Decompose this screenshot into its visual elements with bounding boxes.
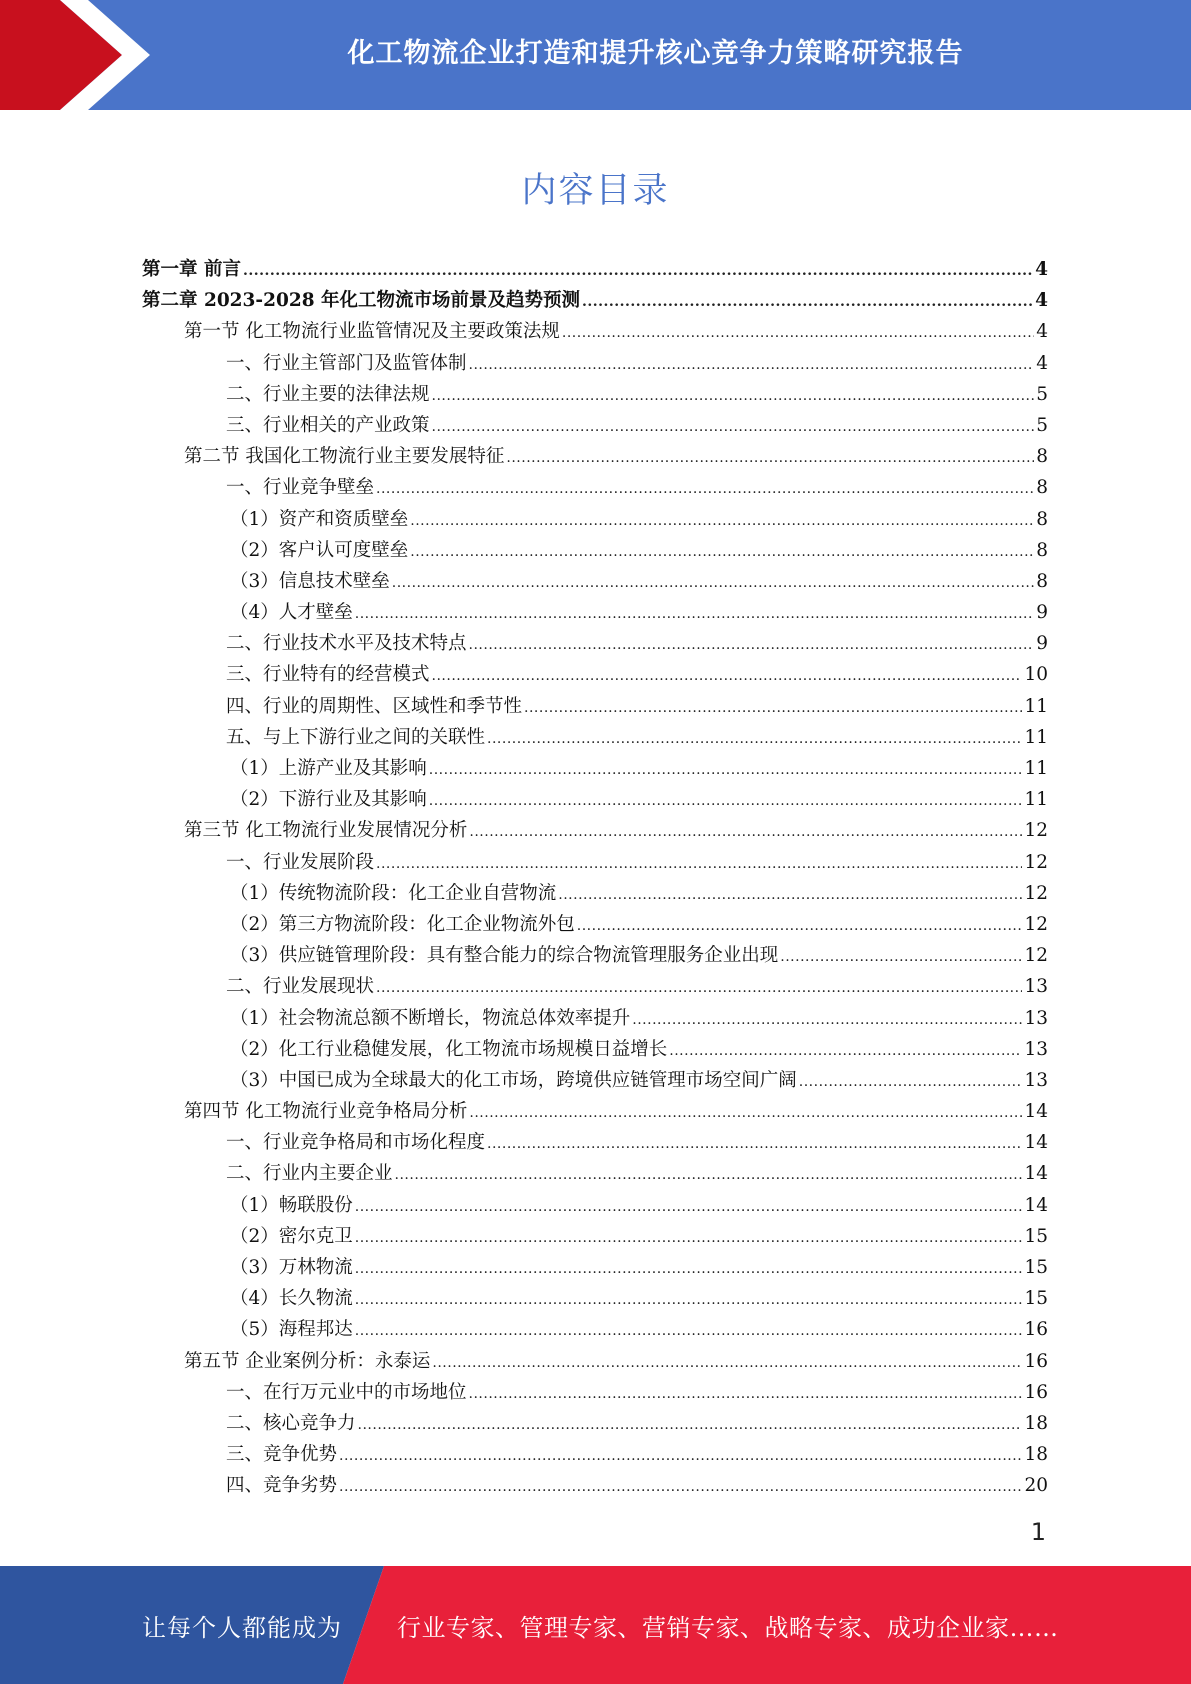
toc-dot-leader <box>799 1065 1023 1096</box>
toc-entry-title: （2）下游行业及其影响 <box>230 789 427 811</box>
toc-entry-title: 三、行业相关的产业政策 <box>226 414 430 436</box>
toc-entry-title: 四、竞争劣势 <box>226 1475 338 1497</box>
toc-entry-page: 15 <box>1024 1288 1048 1310</box>
toc-entry[interactable] <box>142 1127 1048 1158</box>
toc-dot-leader <box>355 1252 1023 1283</box>
toc-entry-title: 三、行业特有的经营模式 <box>226 664 430 686</box>
toc-dot-leader <box>780 940 1022 971</box>
toc-dot-leader <box>339 1439 1022 1470</box>
toc-entry-title: 第四节 化工物流行业竞争格局分析 <box>184 1101 468 1123</box>
toc-entry-page: 16 <box>1024 1381 1048 1403</box>
toc-entry[interactable] <box>142 784 1048 815</box>
toc-entry-title: 一、行业主管部门及监管体制 <box>226 352 467 374</box>
toc-entry-page: 11 <box>1024 758 1048 779</box>
toc-entry-title: （4）人才壁垒 <box>230 602 353 624</box>
toc-entry-page: 8 <box>1036 477 1048 499</box>
toc-dot-leader <box>355 1190 1023 1221</box>
toc-dot-leader <box>410 535 1034 566</box>
toc-entry[interactable] <box>142 1439 1048 1470</box>
toc-entry-title: 第五节 企业案例分析：永泰运 <box>184 1350 431 1372</box>
toc-entry-page: 12 <box>1024 913 1048 935</box>
toc-dot-leader <box>562 316 1034 347</box>
toc-entry-page: 14 <box>1024 1132 1048 1154</box>
toc-dot-leader <box>376 847 1022 878</box>
toc-entry-title: （1）社会物流总额不断增长，物流总体效率提升 <box>230 1007 631 1029</box>
toc-dot-leader <box>355 1283 1023 1314</box>
toc-entry-page: 11 <box>1024 789 1048 811</box>
document-title: 化工物流企业打造和提升核心竞争力策略研究报告 <box>347 37 964 69</box>
toc-dot-leader <box>469 628 1035 659</box>
toc-entry[interactable] <box>142 1408 1048 1439</box>
footer-slogan-right: 行业专家、管理专家、营销专家、战略专家、成功企业家…… <box>397 1613 1059 1642</box>
toc-entry-title: （3）供应链管理阶段：具有整合能力的综合物流管理服务企业出现 <box>230 945 779 967</box>
toc-entry-page: 8 <box>1036 508 1048 530</box>
toc-dot-leader <box>355 597 1034 628</box>
toc-entry-title: 二、核心竞争力 <box>226 1412 356 1434</box>
toc-dot-leader <box>469 1096 1022 1127</box>
toc-entry[interactable] <box>142 753 1048 784</box>
header-arrow-decoration <box>0 0 160 110</box>
toc-dot-leader <box>524 691 1022 722</box>
toc-entry[interactable] <box>142 628 1048 659</box>
toc-entry-page: 13 <box>1024 1038 1048 1060</box>
toc-dot-leader <box>432 379 1035 410</box>
toc-entry-title: 二、行业发展现状 <box>226 976 375 998</box>
toc-entry[interactable] <box>142 659 1048 690</box>
toc-entry-title: 二、行业技术水平及技术特点 <box>226 633 467 655</box>
toc-entry-title: 一、行业竞争格局和市场化程度 <box>226 1132 486 1154</box>
toc-entry[interactable] <box>142 1003 1048 1034</box>
footer-band <box>0 1566 1191 1684</box>
toc-entry-page: 12 <box>1024 851 1048 873</box>
toc-entry[interactable] <box>142 535 1048 566</box>
toc-entry-title: 第二节 我国化工物流行业主要发展特征 <box>184 446 505 468</box>
toc-entry-title: （1）资产和资质壁垒 <box>230 508 409 530</box>
toc-entry[interactable] <box>142 1096 1048 1127</box>
toc-entry[interactable] <box>142 1377 1048 1408</box>
toc-entry-page: 4 <box>1036 321 1048 343</box>
toc-dot-leader <box>410 504 1034 535</box>
toc-entry[interactable] <box>142 1470 1048 1501</box>
toc-entry[interactable] <box>142 1283 1048 1314</box>
toc-entry-page: 18 <box>1024 1412 1048 1434</box>
toc-dot-leader <box>487 1127 1022 1158</box>
toc-entry[interactable] <box>142 379 1048 410</box>
toc-entry-page: 14 <box>1024 1163 1048 1185</box>
footer-slogan-left: 让每个人都能成为 <box>142 1613 342 1642</box>
toc-dot-leader <box>358 1408 1023 1439</box>
toc-dot-leader <box>355 1314 1023 1345</box>
toc-entry[interactable] <box>142 410 1048 441</box>
toc-entry[interactable] <box>142 1346 1048 1377</box>
toc-entry-page: 14 <box>1024 1101 1048 1123</box>
toc-entry-title: 二、行业内主要企业 <box>226 1163 393 1185</box>
header-band <box>0 0 1191 110</box>
toc-entry[interactable] <box>142 285 1048 316</box>
toc-dot-leader <box>577 909 1023 940</box>
toc-dot-leader <box>432 1346 1022 1377</box>
toc-entry-title: （3）信息技术壁垒 <box>230 570 390 592</box>
toc-dot-leader <box>469 1377 1023 1408</box>
toc-entry-page: 12 <box>1024 882 1048 904</box>
toc-entry-page: 8 <box>1036 570 1048 592</box>
toc-dot-leader <box>432 659 1023 690</box>
toc-dot-leader <box>582 285 1033 316</box>
toc-dot-leader <box>669 1034 1022 1065</box>
toc-entry-title: （1）上游产业及其影响 <box>230 758 427 779</box>
toc-dot-leader <box>395 1158 1023 1189</box>
toc-dot-leader <box>429 784 1023 815</box>
toc-entry-page: 18 <box>1024 1444 1048 1466</box>
toc-entry-page: 9 <box>1036 602 1048 624</box>
toc-entry-page: 20 <box>1024 1475 1048 1497</box>
table-of-contents <box>142 254 1048 1502</box>
toc-dot-leader <box>376 971 1022 1002</box>
toc-entry-page: 8 <box>1036 539 1048 561</box>
toc-entry-title: 第二章 2023-2028 年化工物流市场前景及趋势预测 <box>142 290 581 312</box>
toc-entry-title: （1）畅联股份 <box>230 1194 353 1216</box>
toc-entry-title: （2）化工行业稳健发展，化工物流市场规模日益增长 <box>230 1038 668 1060</box>
toc-entry-page: 5 <box>1036 414 1048 436</box>
toc-entry-title: 一、行业发展阶段 <box>226 851 375 873</box>
toc-entry-page: 15 <box>1024 1225 1048 1247</box>
toc-heading: 内容目录 <box>521 171 670 211</box>
toc-dot-leader <box>392 566 1034 597</box>
toc-entry-page: 8 <box>1036 446 1048 468</box>
toc-entry[interactable] <box>142 348 1048 379</box>
toc-entry-title: （2）密尔克卫 <box>230 1225 353 1247</box>
toc-entry-title: （3）万林物流 <box>230 1257 353 1278</box>
toc-entry-title: 第一节 化工物流行业监管情况及主要政策法规 <box>184 321 560 343</box>
toc-dot-leader <box>376 472 1034 503</box>
toc-entry[interactable] <box>142 971 1048 1002</box>
toc-entry-title: （3）中国已成为全球最大的化工市场，跨境供应链管理市场空间广阔 <box>230 1069 797 1091</box>
toc-dot-leader <box>558 878 1022 909</box>
toc-entry[interactable] <box>142 878 1048 909</box>
toc-entry-page: 14 <box>1024 1194 1048 1216</box>
toc-entry[interactable] <box>142 815 1048 846</box>
toc-entry[interactable] <box>142 472 1048 503</box>
toc-entry-title: 一、在行万元业中的市场地位 <box>226 1381 467 1403</box>
toc-entry[interactable] <box>142 441 1048 472</box>
toc-entry-title: 一、行业竞争壁垒 <box>226 477 375 499</box>
toc-dot-leader <box>355 1221 1023 1252</box>
toc-entry[interactable] <box>142 691 1048 722</box>
toc-entry[interactable] <box>142 597 1048 628</box>
toc-entry[interactable] <box>142 722 1048 753</box>
toc-entry-title: （2）客户认可度壁垒 <box>230 539 409 561</box>
toc-dot-leader <box>432 410 1035 441</box>
toc-entry[interactable] <box>142 1065 1048 1096</box>
page-number: 1 <box>1030 1518 1046 1546</box>
toc-entry-title: （5）海程邦达 <box>230 1319 353 1341</box>
toc-entry-page: 16 <box>1024 1350 1048 1372</box>
toc-entry[interactable] <box>142 504 1048 535</box>
toc-entry[interactable] <box>142 566 1048 597</box>
toc-entry-title: （2）第三方物流阶段：化工企业物流外包 <box>230 913 575 935</box>
toc-entry-page: 13 <box>1024 1007 1048 1029</box>
toc-entry[interactable] <box>142 254 1048 285</box>
toc-entry-title: 五、与上下游行业之间的关联性 <box>226 726 486 748</box>
toc-entry-page: 4 <box>1035 259 1048 280</box>
toc-entry-page: 11 <box>1024 695 1048 717</box>
toc-dot-leader <box>632 1003 1022 1034</box>
toc-entry-page: 16 <box>1024 1319 1048 1341</box>
toc-dot-leader <box>339 1470 1022 1501</box>
toc-entry-title: 第三节 化工物流行业发展情况分析 <box>184 820 468 842</box>
toc-entry-page: 13 <box>1024 976 1048 998</box>
toc-dot-leader <box>469 348 1035 379</box>
toc-entry[interactable] <box>142 1252 1048 1283</box>
toc-dot-leader <box>506 441 1034 472</box>
toc-entry[interactable] <box>142 1034 1048 1065</box>
toc-entry-page: 9 <box>1036 633 1048 655</box>
toc-entry-title: 三、竞争优势 <box>226 1444 338 1466</box>
toc-entry[interactable] <box>142 1190 1048 1221</box>
toc-entry-title: （4）长久物流 <box>230 1288 353 1310</box>
toc-dot-leader <box>243 254 1033 285</box>
toc-entry-page: 11 <box>1024 726 1048 748</box>
toc-entry-page: 4 <box>1035 290 1048 312</box>
toc-entry-title: 第一章 前言 <box>142 259 241 280</box>
toc-entry-page: 12 <box>1024 945 1048 967</box>
toc-entry-title: （1）传统物流阶段：化工企业自营物流 <box>230 882 557 904</box>
toc-dot-leader <box>469 815 1022 846</box>
toc-entry[interactable] <box>142 1158 1048 1189</box>
toc-entry[interactable] <box>142 940 1048 971</box>
toc-dot-leader <box>429 753 1023 784</box>
toc-entry-page: 4 <box>1036 352 1048 374</box>
toc-entry[interactable] <box>142 316 1048 347</box>
toc-entry-page: 13 <box>1024 1069 1048 1091</box>
toc-entry-page: 10 <box>1024 664 1048 686</box>
toc-entry-page: 12 <box>1024 820 1048 842</box>
toc-entry[interactable] <box>142 1314 1048 1345</box>
toc-entry-page: 15 <box>1024 1257 1048 1278</box>
toc-entry-title: 二、行业主要的法律法规 <box>226 383 430 405</box>
toc-entry[interactable] <box>142 847 1048 878</box>
toc-entry-title: 四、行业的周期性、区域性和季节性 <box>226 695 523 717</box>
toc-entry-page: 5 <box>1036 383 1048 405</box>
toc-dot-leader <box>487 722 1022 753</box>
toc-entry[interactable] <box>142 1221 1048 1252</box>
toc-entry[interactable] <box>142 909 1048 940</box>
